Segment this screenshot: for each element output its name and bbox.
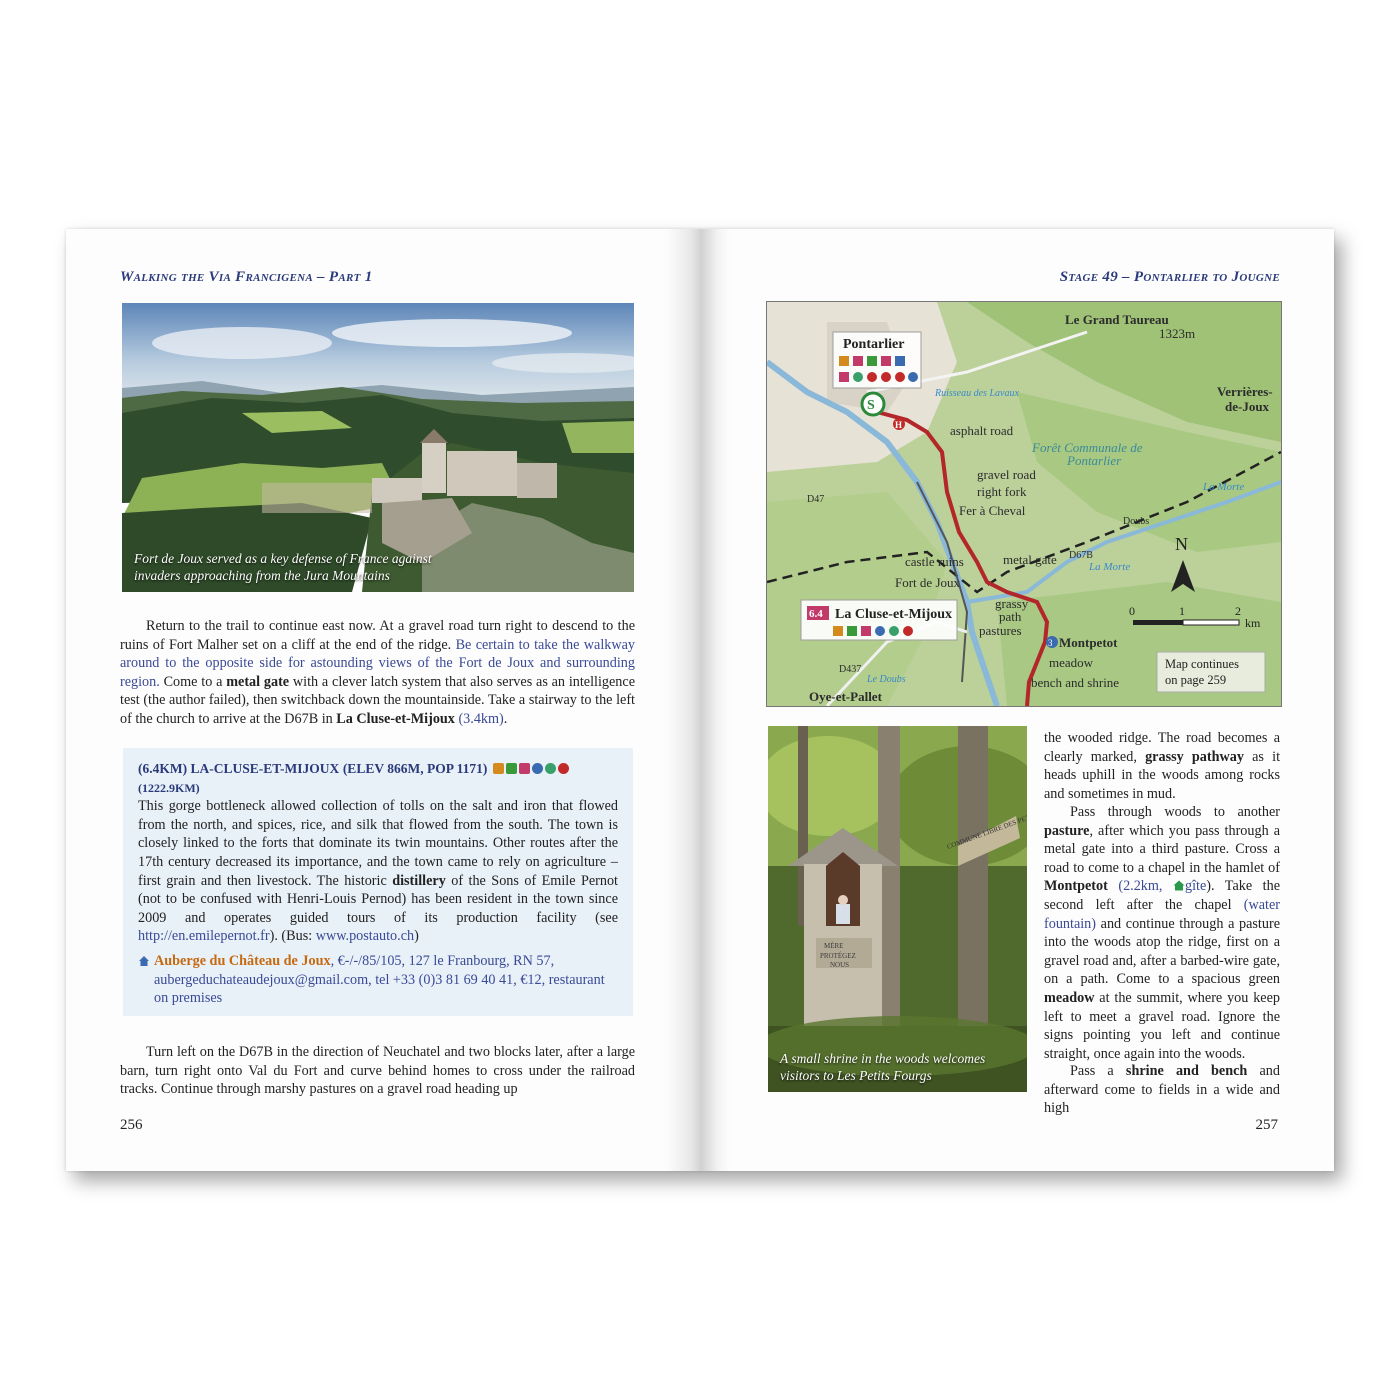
atm-icon [519,763,530,774]
caption-line-2: visitors to Les Petits Fourgs [780,1068,932,1083]
infobox-cumulative-km: (1222.9KM) [138,780,200,795]
map-label-d437: D437 [839,664,862,675]
text: Turn left on the D67B in the direction of Neuchatel and two blocks later, after a large barn, turn right onto Val du Fort and curve behind homes to cross under the railroad tracks. Continue through marshy pastures on a gravel road heading up [120,1044,635,1098]
map-label-doubs: Doubs [1123,516,1150,527]
shrine-photo [768,726,1027,1092]
text: ) [414,928,419,945]
shrine-text-2: PROTÉGEZ [820,952,856,960]
link-text: gîte [1185,878,1207,895]
bold-text: pasture [1044,822,1090,839]
right-paragraph-3 [1044,1062,1280,1118]
text: as it heads uphill in the woods among rocks and sometimes in mud. [1044,748,1281,802]
map-label-castle-ruins: castle ruins [905,554,964,569]
scale-label-1: 1 [1179,604,1185,618]
infobox-heading [138,760,618,779]
accommodation-name: Auberge du Château de Joux [154,952,331,969]
caption-line-2: invaders approaching from the Jura Mountains [134,568,390,583]
map-label-grassy: grassy [995,596,1029,611]
map-label-d67b: D67B [1069,550,1093,561]
medical-icon [545,763,556,774]
shrine-image [768,726,1027,1092]
caption-line-1: Fort de Joux served as a key defense of France against [134,551,432,566]
map-label-la-cluse: La Cluse-et-Mijoux [835,607,953,622]
shrine-text-3: NOUS [830,961,850,969]
map-label-foret-2: Pontarlier [1067,453,1122,468]
map-label-elevation: 1323m [1159,326,1196,341]
caption-line-1: A small shrine in the woods welcomes [780,1051,986,1066]
distance-text: (3.4km) [454,710,504,727]
bus-link[interactable]: www.postauto.ch [315,928,415,945]
infobox-title: (6.4KM) LA-CLUSE-ET-MIJOUX [138,761,340,776]
text: with a clever latch system that also serves as an intelligence test (the author failed), then switchback down the mountainside. Take a stairway to the left of the church to arrive at the D67B in [120,673,635,727]
text: Return to the trail to continue east now. At a gravel road turn right to descend to the ruins of Fort Malher set on a cliff at the end of the ridge. [120,618,635,653]
map-label-montpetot: Montpetot [1059,635,1118,650]
fort-landscape-image [122,303,634,592]
right-paragraph-1 [1044,729,1280,803]
left-paragraph-1 [120,617,635,729]
bold-text: Montpetot [1044,878,1108,895]
gite-house-icon [1173,880,1185,891]
hospital-icon [558,763,569,774]
text: ). (Bus: [269,928,316,945]
map-label-bench-and-shrine: bench and shrine [1031,675,1120,690]
pontarlier-label-box [833,332,921,388]
book-spread [66,229,1334,1171]
website-link[interactable]: http://en.emilepernot.fr [138,928,270,945]
pharmacy-icon [532,763,543,774]
text: . [503,710,508,727]
fort-de-joux-photo [122,303,634,592]
map-canvas [767,302,1281,706]
map-label-la-morte-2: La Morte [1203,481,1245,493]
accommodation-entry [138,952,618,1008]
hospital-label: H [895,420,903,430]
right-paragraph-2 [1044,803,1280,1063]
route-map [766,301,1282,707]
shrine-photo-caption [780,1050,985,1084]
accommodation-details: , €-/-/85/105, 127 le Franbourg, RN 57, aubergeduchateaudejoux@gmail.com, tel +33 (0)3 81 69 40 41, €12, restaurant on premises [154,952,605,1007]
map-label-path: path [999,609,1022,624]
text: , after which you pass through a metal gate into a third pasture. Cross a road to come to a chapel in the hamlet of [1044,822,1280,876]
running-head-left: Walking the Via Francigena – Part 1 [120,269,373,285]
map-label-ruisseau: Ruisseau des Lavaux [935,388,1019,399]
stage-km-badge: 6.4 [809,608,823,620]
map-label-grand-taureau: Le Grand Taureau [1065,312,1169,327]
north-label: N [1175,534,1188,554]
bold-text: grassy pathway [1145,748,1244,765]
grocery-icon [506,763,517,774]
montpetot-marker [1046,636,1058,648]
start-marker [862,393,884,415]
map-label-la-morte: La Morte [1089,561,1131,573]
map-label-d47: D47 [807,494,825,505]
distance-text: (2.2km, [1107,878,1173,895]
infobox-description [138,797,618,946]
photo-caption [134,550,432,584]
map-label-foret-1: Forêt Communale de [1032,440,1143,455]
map-label-le-doubs: Le Doubs [867,674,906,685]
sign-text: COMMUNE LIBRE DES PETITS [945,809,1027,851]
link-text: Be certain to take the walkway around to the opposite side for astounding views of the Fort de Joux and surrounding region. [120,636,635,690]
running-head-right: Stage 49 – Pontarlier to Jougne [1059,269,1280,285]
house-icon [138,955,150,967]
marker-number: 3 [1048,638,1053,648]
text: ). Take the second left after the chapel [1044,878,1280,913]
la-cluse-label-box [801,600,957,640]
scale-label-2: 2 [1235,604,1241,618]
gutter-shadow-right [700,229,730,1171]
text: the wooded ridge. The road becomes a clearly marked, [1044,730,1280,765]
hospital-marker [893,418,905,430]
scale-label-0: 0 [1129,604,1135,618]
link-text: (water fountain) [1044,896,1280,932]
map-label-pontarlier: Pontarlier [843,337,905,352]
page-number-right: 257 [1255,1117,1278,1133]
town-info-box [123,748,633,1016]
map-label-right-fork: right fork [977,484,1027,499]
restaurant-icon [493,763,504,774]
text: and afterward come to fields in a wide and high [1044,1063,1280,1117]
bold-text: distillery [392,872,446,889]
text: of the Sons of Emile Pernot (not to be confused with Henri-Louis Pernod) has been resident in the town since 2009 and operates guided tours of its production facility (see [138,872,618,926]
map-label-meadow: meadow [1049,655,1094,670]
map-label-verrieres-2: de-Joux [1225,399,1270,414]
bold-text: metal gate [226,673,290,690]
left-paragraph-2 [120,1043,635,1099]
map-label-gravel-road: gravel road [977,467,1036,482]
text: Pass through woods to another [1070,804,1280,820]
text: This gorge bottleneck allowed collection of tolls on the salt and iron that flowed from the north, and spices, rice, and silk that flowed from the south. The town is closely linked to the forts that dominate its twin mountains. Other routes after the 17th century decreased its importance, and the town came to rely on agriculture – first grain and then livestock. The historic [138,798,618,889]
map-continues-line-2: on page 259 [1165,673,1227,687]
start-label: S [867,398,875,413]
scale-label-km: km [1245,616,1261,630]
page-number-left: 256 [120,1117,143,1133]
map-label-verrieres-1: Verrières- [1217,384,1273,399]
map-label-oye-et-pallet: Oye-et-Pallet [809,689,882,704]
text: Come to a [159,673,227,690]
text: Pass a [1070,1063,1126,1079]
map-continues-line-1: Map continues [1165,657,1239,671]
shrine-text-1: MÈRE [824,942,844,950]
map-continues-box [1157,652,1265,692]
map-label-metal-gate: metal gate [1003,552,1057,567]
map-label-fer-a-cheval: Fer à Cheval [959,503,1026,518]
infobox-elevation: (ELEV 866M, POP 1171) [342,761,488,776]
map-label-asphalt-road: asphalt road [950,423,1014,438]
text: and continue through a pasture into the woods atop the ridge, first on a gravel road and, after a barbed-wire gate, on a path. Come to a spacious green [1044,915,1280,988]
gutter-shadow-left [666,229,700,1171]
bold-text: La Cluse-et-Mijoux [336,710,455,727]
map-label-fort-de-joux: Fort de Joux [895,575,960,590]
map-label-pastures: pastures [979,623,1022,638]
bold-text: shrine and bench [1125,1063,1248,1079]
bold-text: meadow [1044,989,1095,1006]
text: at the summit, where you keep left to meet a gravel road. Ignore the signs pointing you left and continue straight, once again into the woods. [1044,989,1280,1062]
